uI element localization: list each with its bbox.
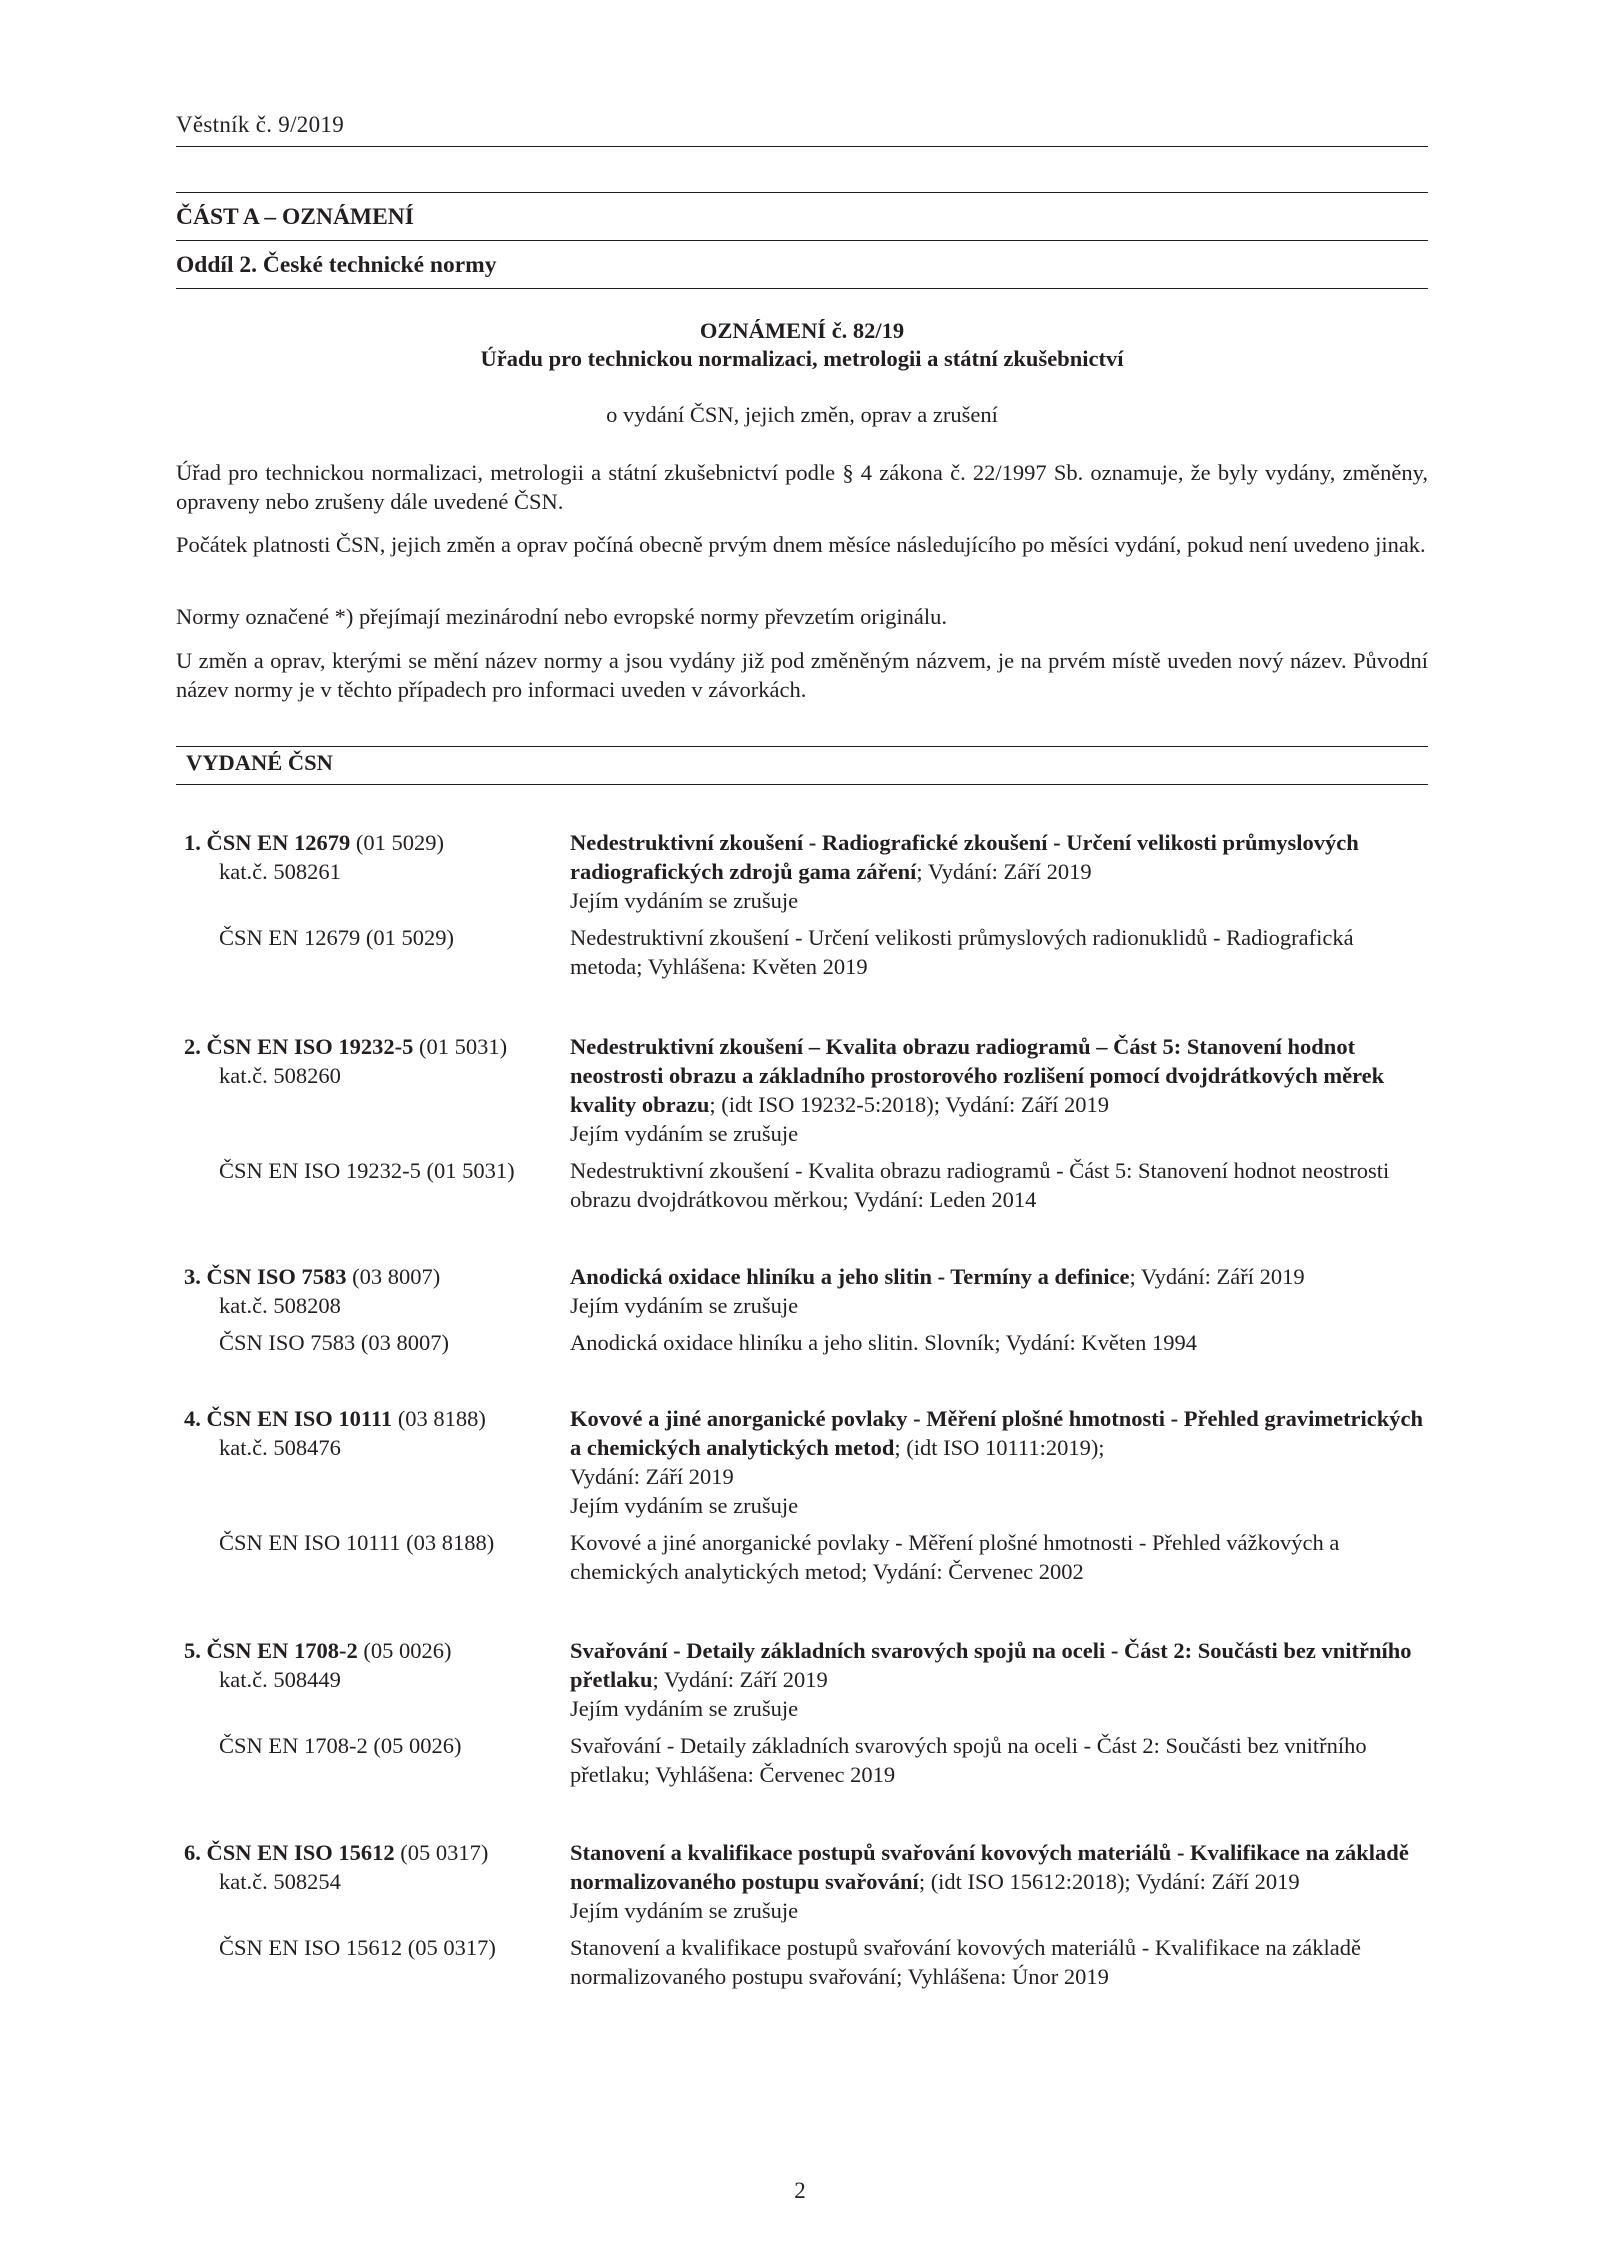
cancelled-title: Stanovení a kvalifikace postupů svařování kovových materiálů - Kvalifikace na základě normalizovaného postupu svařování; Vyhlášena: Únor 2019 — [570, 1935, 1361, 1989]
standard-code: ČSN EN ISO 15612 — [206, 1840, 395, 1865]
standard-title: Anodická oxidace hliníku a jeho slitin - Termíny a definice — [570, 1264, 1130, 1289]
catalog-number: kat.č. 508449 — [219, 1667, 341, 1692]
notice-title: OZNÁMENÍ č. 82/19 — [699, 318, 905, 343]
standard-code: ČSN ISO 7583 — [206, 1264, 347, 1289]
standard-issue: ; Vydání: Září 2019 — [916, 859, 1092, 884]
cancelled-code: ČSN EN ISO 19232-5 (01 5031) — [219, 1158, 515, 1183]
cancelled-code: ČSN EN 1708-2 (05 0026) — [219, 1733, 462, 1758]
cancels-note: Jejím vydáním se zrušuje — [570, 888, 799, 913]
cancelled-title: Nedestruktivní zkoušení - Určení velikosti průmyslových radionuklidů - Radiografická metoda; Vyhlášena: Květen 2019 — [570, 925, 1354, 979]
entry-number: 3. — [184, 1264, 201, 1289]
standard-issue-date: Vydání: Září 2019 — [570, 1464, 734, 1489]
page-number: 2 — [794, 2178, 806, 2203]
standard-code: ČSN EN 1708-2 — [206, 1638, 358, 1663]
entry-number: 4. — [184, 1406, 201, 1431]
standard-issue: ; (idt ISO 19232-5:2018); Vydání: Září 2019 — [709, 1092, 1109, 1117]
issued-rule-top — [176, 746, 1428, 747]
section-title: ČÁST A – OZNÁMENÍ — [176, 204, 414, 230]
bulletin-header: Věstník č. 9/2019 — [176, 112, 344, 137]
cancels-note: Jejím vydáním se zrušuje — [570, 1696, 799, 1721]
catalog-number: kat.č. 508260 — [219, 1063, 341, 1088]
notice-issuer: Úřadu pro technickou normalizaci, metrologii a státní zkušebnictví — [480, 346, 1124, 371]
cancelled-code: ČSN EN 12679 (01 5029) — [219, 925, 454, 950]
notice-subject: o vydání ČSN, jejich změn, oprav a zrušení — [606, 402, 998, 427]
standard-code: ČSN EN 12679 — [206, 830, 351, 855]
section-rule-top — [176, 192, 1428, 193]
cancelled-title: Svařování - Detaily základních svarových spojů na oceli - Část 2: Součásti bez vnitřního přetlaku; Vyhlášena: Červenec 2019 — [570, 1733, 1367, 1787]
cancelled-title: Anodická oxidace hliníku a jeho slitin. Slovník; Vydání: Květen 1994 — [570, 1330, 1198, 1355]
cancelled-title: Nedestruktivní zkoušení - Kvalita obrazu radiogramů - Část 5: Stanovení hodnot neostrosti obrazu dvojdrátkovou měrkou; Vydání: Leden 2014 — [570, 1158, 1390, 1212]
cancelled-code: ČSN ISO 7583 (03 8007) — [219, 1330, 450, 1355]
entry-number: 5. — [184, 1638, 201, 1663]
catalog-number: kat.č. 508254 — [219, 1869, 341, 1894]
entry-number: 6. — [184, 1840, 201, 1865]
standard-code: ČSN EN ISO 10111 — [206, 1406, 393, 1431]
standard-title: Nedestruktivní zkoušení – Kvalita obrazu radiogramů – Část 5: Stanovení hodnot neostrosti obrazu a základního prostorového rozlišení pomocí dvojdrátkových měrek kvality obrazu — [570, 1034, 1385, 1117]
issued-rule-bottom — [176, 784, 1428, 785]
catalog-number: kat.č. 508476 — [219, 1435, 341, 1460]
cancels-note: Jejím vydáním se zrušuje — [570, 1121, 799, 1146]
standard-title: Stanovení a kvalifikace postupů svařování kovových materiálů - Kvalifikace na základě normalizovaného postupu svařování — [570, 1840, 1409, 1894]
section-subtitle: Oddíl 2. České technické normy — [176, 252, 497, 278]
standard-issue: ; (idt ISO 10111:2019); — [894, 1435, 1105, 1460]
catalog-number: kat.č. 508261 — [219, 859, 341, 884]
cancels-note: Jejím vydáním se zrušuje — [570, 1898, 799, 1923]
cancelled-code: ČSN EN ISO 15612 (05 0317) — [219, 1935, 496, 1960]
intro-paragraph: Úřad pro technickou normalizaci, metrologii a státní zkušebnictví podle § 4 zákona č. 22/1997 Sb. oznamuje, že byly vydány, změněny, opraveny nebo zrušeny dále uvedené ČSN. — [176, 460, 1428, 514]
adoption-paragraph: Normy označené *) přejímají mezinárodní nebo evropské normy převzetím originálu. — [176, 604, 947, 629]
standard-title: Svařování - Detaily základních svarových spojů na oceli - Část 2: Součásti bez vnitřního přetlaku — [570, 1638, 1412, 1692]
standard-class: (01 5031) — [419, 1034, 508, 1059]
standard-class: (01 5029) — [355, 830, 445, 855]
cancels-note: Jejím vydáním se zrušuje — [570, 1293, 799, 1318]
cancelled-title: Kovové a jiné anorganické povlaky - Měření plošné hmotnosti - Přehled vážkových a chemických analytických metod; Vydání: Červenec 2002 — [570, 1530, 1340, 1584]
header-rule — [176, 146, 1428, 147]
standard-issue: ; Vydání: Září 2019 — [1129, 1264, 1305, 1289]
standard-class: (03 8007) — [352, 1264, 441, 1289]
entry-number: 2. — [184, 1034, 201, 1059]
title-change-paragraph: U změn a oprav, kterými se mění název normy a jsou vydány již pod změněným názvem, je na prvém místě uveden nový název. Původní název normy je v těchto případech pro informaci uveden v závorkách. — [176, 648, 1428, 702]
section-rule-bottom — [176, 288, 1428, 289]
standard-issue: ; (idt ISO 15612:2018); Vydání: Září 2019 — [918, 1869, 1300, 1894]
standard-class: (03 8188) — [397, 1406, 486, 1431]
cancels-note: Jejím vydáním se zrušuje — [570, 1493, 799, 1518]
issued-heading: VYDANÉ ČSN — [186, 750, 333, 775]
standard-issue: ; Vydání: Září 2019 — [652, 1667, 828, 1692]
standard-code: ČSN EN ISO 19232-5 — [206, 1034, 414, 1059]
validity-paragraph: Počátek platnosti ČSN, jejich změn a oprav počíná obecně prvým dnem měsíce následujícího po měsíci vydání, pokud není uvedeno jinak. — [176, 532, 1426, 557]
standard-title: Kovové a jiné anorganické povlaky - Měření plošné hmotnosti - Přehled gravimetrických a chemických analytických metod — [570, 1406, 1424, 1460]
catalog-number: kat.č. 508208 — [219, 1293, 341, 1318]
cancelled-code: ČSN EN ISO 10111 (03 8188) — [219, 1530, 495, 1555]
entry-number: 1. — [184, 830, 201, 855]
standard-class: (05 0317) — [400, 1840, 489, 1865]
standard-class: (05 0026) — [363, 1638, 452, 1663]
standard-title: Nedestruktivní zkoušení - Radiografické zkoušení - Určení velikosti průmyslových radiografických zdrojů gama záření — [570, 830, 1359, 884]
section-rule-middle — [176, 240, 1428, 241]
